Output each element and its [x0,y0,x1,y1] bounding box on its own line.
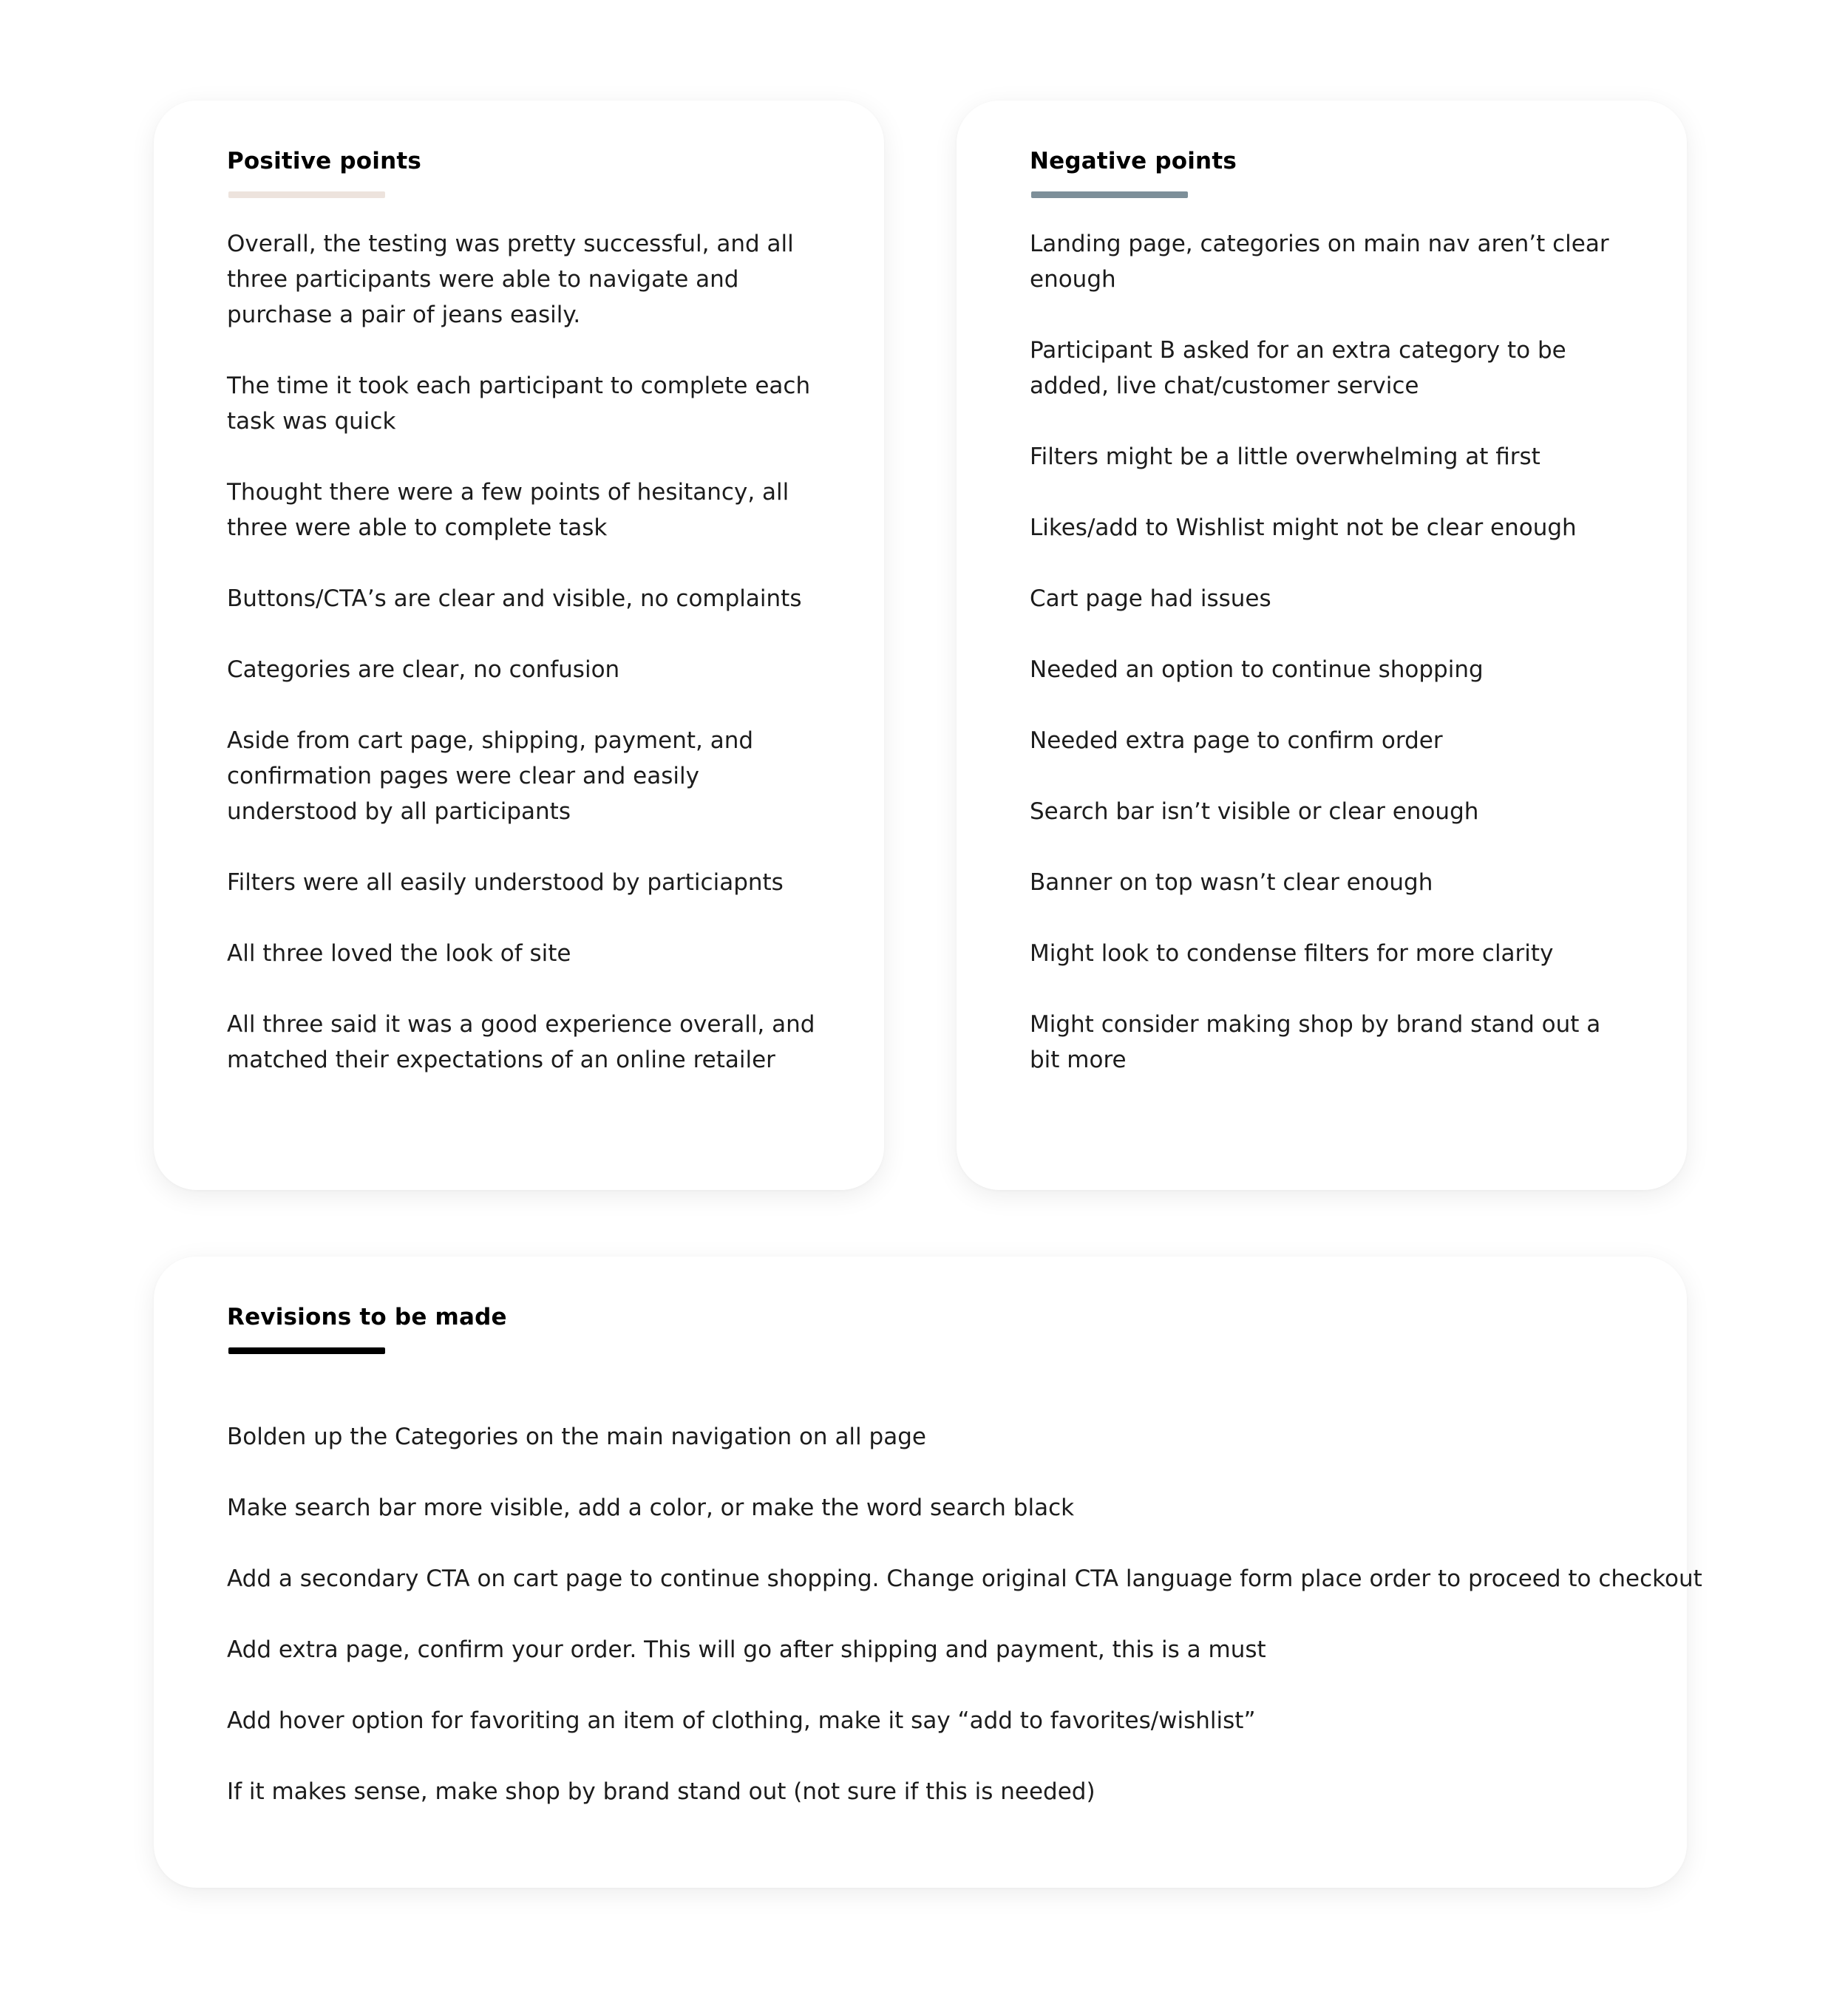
revisions-underline [228,1347,385,1354]
positive-points-underline [228,191,385,198]
list-item: Add extra page, confirm your order. This will go after shipping and payment, this is a must [227,1636,1266,1663]
list-item: Filters were all easily understood by particiapnts [227,869,784,896]
list-item: Cart page had issues [1030,585,1271,612]
list-item: Make search bar more visible, add a color, or make the word search black [227,1495,1075,1521]
list-item: The time it took each participant to complete each task was quick [227,373,811,435]
list-item: Buttons/CTA’s are clear and visible, no complaints [227,585,802,612]
negative-points-underline [1031,191,1188,198]
list-item: Thought there were a few points of hesitancy, all three were able to complete task [227,479,789,541]
negative-points-card [957,101,1687,1190]
revisions-card [154,1257,1702,1888]
revisions-list [227,1419,1702,1845]
positive-points-title: Positive points [227,148,422,174]
negative-points-title: Negative points [1030,148,1237,174]
list-item: Needed an option to continue shopping [1030,656,1484,683]
list-item: Add a secondary CTA on cart page to continue shopping. Change original CTA language form place order to proceed to checkout [227,1565,1702,1592]
revisions-title: Revisions to be made [227,1304,507,1330]
list-item: Aside from cart page, shipping, payment, and confirmation pages were clear and easily understood by all participants [227,727,754,825]
list-item: Bolden up the Categories on the main navigation on all page [227,1424,926,1450]
list-item: Overall, the testing was pretty successful, and all three participants were able to navigate and purchase a pair of jeans easily. [227,231,794,328]
list-item: Filters might be a little overwhelming at first [1030,443,1540,470]
negative-points-list [1030,226,1636,1113]
list-item: Likes/add to Wishlist might not be clear enough [1030,514,1577,541]
list-item: Needed extra page to confirm order [1030,727,1443,754]
list-item: Might consider making shop by brand stand out a bit more [1030,1011,1601,1073]
list-item: Landing page, categories on main nav aren’t clear enough [1030,231,1609,293]
positive-points-card [154,101,884,1190]
list-item: If it makes sense, make shop by brand stand out (not sure if this is needed) [227,1778,1095,1805]
list-item: Banner on top wasn’t clear enough [1030,869,1433,896]
list-item: Categories are clear, no confusion [227,656,620,683]
positive-points-list [227,226,833,1113]
list-item: Add hover option for favoriting an item of clothing, make it say “add to favorites/wishlist” [227,1707,1256,1734]
list-item: All three said it was a good experience overall, and matched their expectations of an online retailer [227,1011,815,1073]
list-item: Participant B asked for an extra category to be added, live chat/customer service [1030,337,1566,399]
list-item: All three loved the look of site [227,940,571,967]
list-item: Search bar isn’t visible or clear enough [1030,798,1479,825]
list-item: Might look to condense filters for more clarity [1030,940,1554,967]
